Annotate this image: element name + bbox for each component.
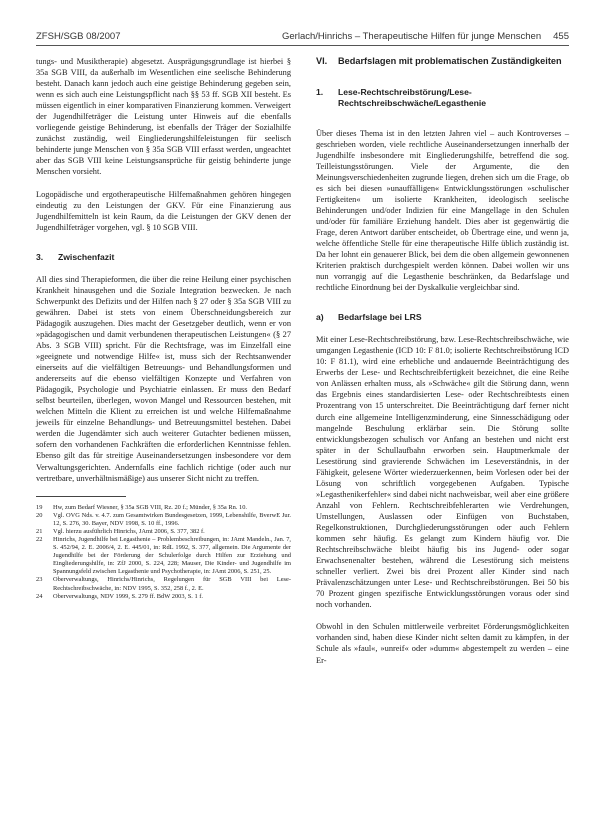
- body-paragraph: Über dieses Thema ist in den letzten Jahren viel – auch Kontroverses – geschrieben worden, viele rechtliche Auseinandersetzungen innerhalb der Jugendhilfe insbesondere mit Eingliederungshilfe, betreffend die sog. Teilleistungsstörungen. Viele der Argumente, die den Meinungsverschiedenheiten zugrunde liegen, drehen sich um die Frage, ob es sich bei diesen »unauffälligen« Entwicklungsstörungen »schulischer Fertigkeiten« um isolierte Krankheiten, ideologisch seelische Behinderungen und/oder Indizien für eine Mangellage in den Schulen und/oder für familiäre Erziehung handelt. Dies aber ist gegenwärtig die Frage, deren Antwort darüber entscheidet, ob Übertrage eine, und wenn ja, welche öffentliche Stelle für eine therapeutische Hilfe üblich zuständig ist. Da her lohnt ein genauerer Blick, bei dem die oben allgemein gewonnenen Kriterien praktisch durchgespielt werden können. Dabei wollen wir uns nun vorrangig auf die Legasthenie beschränken, da Bedarfslage und rechtliche Einordnung bei der Dyskalkulie vergleichbar sind.: [316, 128, 569, 293]
- footnote: [36, 504, 291, 512]
- footnote: [36, 528, 291, 536]
- header-rule: [36, 45, 569, 46]
- page-number: 455: [553, 31, 569, 42]
- chapter-heading: [316, 56, 569, 68]
- footnote-number: 21: [36, 527, 43, 535]
- body-paragraph: tungs- und Musiktherapie) abgesetzt. Ausprägungsgrundlage ist hierbei § 35a SGB VIII, da außerhalb im Wesentlichen eine seelische Behinderung besteht. Danach kann jedoch auch eine geistige Behinderung gegeben sein, wenn es sich auch eine Leistungspflicht nach §§ 53 ff. SGB XII besteht. Es müssen eigentlich in einer komparativen Finanzierung kommen. Verweigert der Jugendhilfeträger die Leistung unter Hinweis auf die ebenfalls vorliegende geistige Behinderung, ist ebenfalls der Träger der Sozialhilfe zunächst zuständig, weil Eingliederungshilfeleistungen für seelisch behinderte junge Menschen von § 35a SGB VIII erfasst werden, ungeachtet aber das SGB VIII keine Leistungsansprüche für geistig behinderte junge Menschen vorsieht.: [36, 57, 291, 177]
- footnote-text: Hinrichs, Jugendhilfe bei Legasthenie – Problembeschreibungen, in: JAmt Mandeln., Jan. 7, S. 452/94, 2. E. 2006/4, 2. E. 445/01, in: RdL 1992, S. 377, allgemein. Die Argumente der Jugendhilfe bei der Förderung der Schulerfolge durch Hilfen zur Erziehung und Eingliederungshilfe, in: ZfJ 2000, S. 224, 228; Mauser, Die Kinder- und Jugendhilfe im Spannungsfeld zwischen Legasthenie und Psychotherapie, in: JAmt 2006, S. 251, 25.: [53, 535, 291, 576]
- subsection-heading: [316, 312, 569, 323]
- footnote-number: 20: [36, 511, 43, 519]
- running-title: Gerlach/Hinrichs – Therapeutische Hilfen für junge Menschen: [282, 31, 542, 42]
- body-paragraph: All dies sind Therapieformen, die über die reine Heilung einer psychischen Krankheit hinausgehen und die Soziale Integration bezwecken. Je nach Schwerpunkt des Defizits und der Hilfen nach § 27 oder § 35a SGB VIII zu gewähren. Dabei ist stets von einem Überschneidungsbereich zur Pädagogik auszugehen. Dies macht der Gesetzgeber deutlich, wenn er von »pädagogischen und damit verbundenen therapeutischen Leistungen« (§ 27 Abs. 3 SGB VIII) spricht. Für die Rechtsfrage, was im Einzelfall eine »geeignete und notwendige Hilfe« ist, muss sich der Rechtsanwender einerseits auf die vielfältigen Betreuungs- und Behandlungsformen und andererseits auf die ebenso vielfältigen Konzepte und Verfahren von Pädagogik, Psychologie und Psychiatrie einlassen. Er muss den Bedarf selbst beurteilen, überlegen, wovon Mangel und Ressourcen bestehen, mit welchen Mitteln die Klient zu erreichen ist und welche Hilfemaßnahme jeweils für einzelne Behandlungs- und Betreuungsmittel bestehen. Dabei werden die Jugendämter sich auch weiterer Gutachter bedienen müssen, sofern den vorhandenen Fachkräften die erforderlichen Kenntnisse fehlen. Ebenso gilt das für streitige Auseinandersetzungen insbesondere vor dem Verwaltungsgerichten. Andernfalls eine fachlich richtige (oder auch nur vertretbare, unverhältnismäßige) aus unserer Sicht nicht zu treffen.: [36, 274, 291, 483]
- section-heading: [36, 252, 291, 263]
- chapter-number: VI.: [316, 56, 328, 66]
- section-number: 1.: [316, 86, 324, 97]
- footnote-number: 19: [36, 503, 43, 511]
- footnote-rule: [36, 496, 126, 497]
- subsection-title: Bedarfslage bei LRS: [338, 312, 422, 323]
- footnote-number: 24: [36, 592, 43, 600]
- body-paragraph: Mit einer Lese-Rechtschreibstörung, bzw. Lese-Rechtschreibschwäche, wie umgangen Legasthenie (ICD 10: F 81.0; isolierte Rechtschreibstörung ICD 10: F 81.1), wird eine erhebliche und andauernde Beeinträchtigung des Erwerbs der Lese- und Rechtschreibfertigkeit bezeichnet, die eine Reihe von Anlässen erhalten muss, als »Schwäche« gilt die Störung dann, wenn das Ergebnis eines standardisierten Lese- oder Rechtschreibtests einen Prozentrang von 15 unterschreitet. Die Beeinträchtigung darf ferner nicht durch eine allgemeine Intelligenzminderung, eine Sinnesschädigung oder mangelnde Beschulung erklärbar sein. Die Störung sollte entwicklungsbezogen schulisch vor Anfang an bestehen und nicht erst später in der Schullaufbahn erworben sein. Hauptmerkmale der Lesestörung sind gravierende Schwächen im Leseverständnis, in der Fähigkeit, gelesene Wörter wiederzuerkennen, beim Vorlesen oder bei der Lösung von schriftlich vorgegebenen Aufgaben. Typische »Legasthenikerfehler« sind dabei nicht nachweisbar, weil aber eine größere Anzahl von Fehlern. Rechtschreibfehlerarten wie Verdrehungen, Umstellungen, Auslassen oder Einfügen von Buchstaben, Regelkonstruktionen, Durchgliederungsstörungen oder auch Fehlern kommen sehr häufig. Es gelangt zum Kindern häufig vor. Die Rechtschreibschwäche bleibt häufig bis ins Jugend- oder sogar Erwachsenenalter bestehen, während die Lesestörung sich meistens schneller verliert. Zwei bis drei Prozent aller Kinder sind nach Prävalenzschätzungen unter Lese- und Rechtschreibstörungen. Bei 50 bis 70 Prozent gingen spezifische Entwicklungsstörungen voraus oder sind noch vorhanden.: [316, 335, 569, 610]
- footnote-text: Vgl. OVG Nds. v. 4.7. zum Gesamtwirken Bundesgesetzen, 1999, Lebenshilfe, BverwE Jur. 12, S. 276, 30. Bayer, NDV 1998, S. 10 ff., 1996.: [53, 511, 291, 527]
- footnote-text: Oberverwaltungs, NDV 1999, S. 279 ff. BdW 2003, S. 1 f.: [53, 592, 203, 600]
- footnote: [36, 536, 291, 576]
- section-title: Zwischenfazit: [58, 251, 115, 262]
- subsection-number: a): [316, 312, 324, 323]
- body-paragraph: Logopädische und ergotherapeutische Hilfemaßnahmen gehören hingegen eindeutig zu den Leistungen der GKV. Für eine Finanzierung aus Jugendhilfemitteln ist kein Raum, da die Leistungen der GKV denen der Jugendhilfeträger vorgehen, vgl. § 10 SGB VIII.: [36, 189, 291, 232]
- footnote-text: Oberverwaltungs, Hinrichs/Hinrichs, Regelungen für SGB VIII bei Lese-Rechtschreibschwäche, in: NDV 1995, S. 352, 258 f., 2. E.: [53, 576, 291, 592]
- footnote: [36, 593, 291, 601]
- footnote-text: Hw, zum Bedarf Wiesner, § 35a SGB VIII, Rz. 20 f.; Münder, § 35a Rn. 10.: [53, 503, 247, 511]
- footnote-number: 23: [36, 576, 43, 584]
- running-header: [36, 31, 569, 43]
- journal-issue: ZFSH/SGB 08/2007: [36, 31, 121, 42]
- left-column: [36, 56, 291, 601]
- section-title: Lese-Rechtschreibstörung/Lese-Rechtschreibschwäche/Legasthenie: [338, 86, 487, 108]
- right-column: [316, 56, 569, 666]
- section-number: 3.: [36, 251, 44, 262]
- chapter-title: Bedarfslagen mit problematischen Zuständigkeiten: [338, 56, 562, 66]
- footnote: [36, 576, 291, 592]
- footnote-text: Vgl. hierzu ausführlich Hinrichs, JAmt 2006, S. 377, 382 f.: [53, 527, 205, 535]
- footnote-number: 22: [36, 535, 43, 543]
- section-heading: [316, 87, 569, 109]
- body-paragraph: Obwohl in den Schulen mittlerweile verbreitet Förderungsmöglichkeiten vorhanden sind, haben diese Kinder nicht selten damit zu kämpfen, in der Schule als »faul«, »unreif« oder »dumm« abgestempelt zu werden – eine Er-: [316, 622, 569, 665]
- footnote: [36, 512, 291, 528]
